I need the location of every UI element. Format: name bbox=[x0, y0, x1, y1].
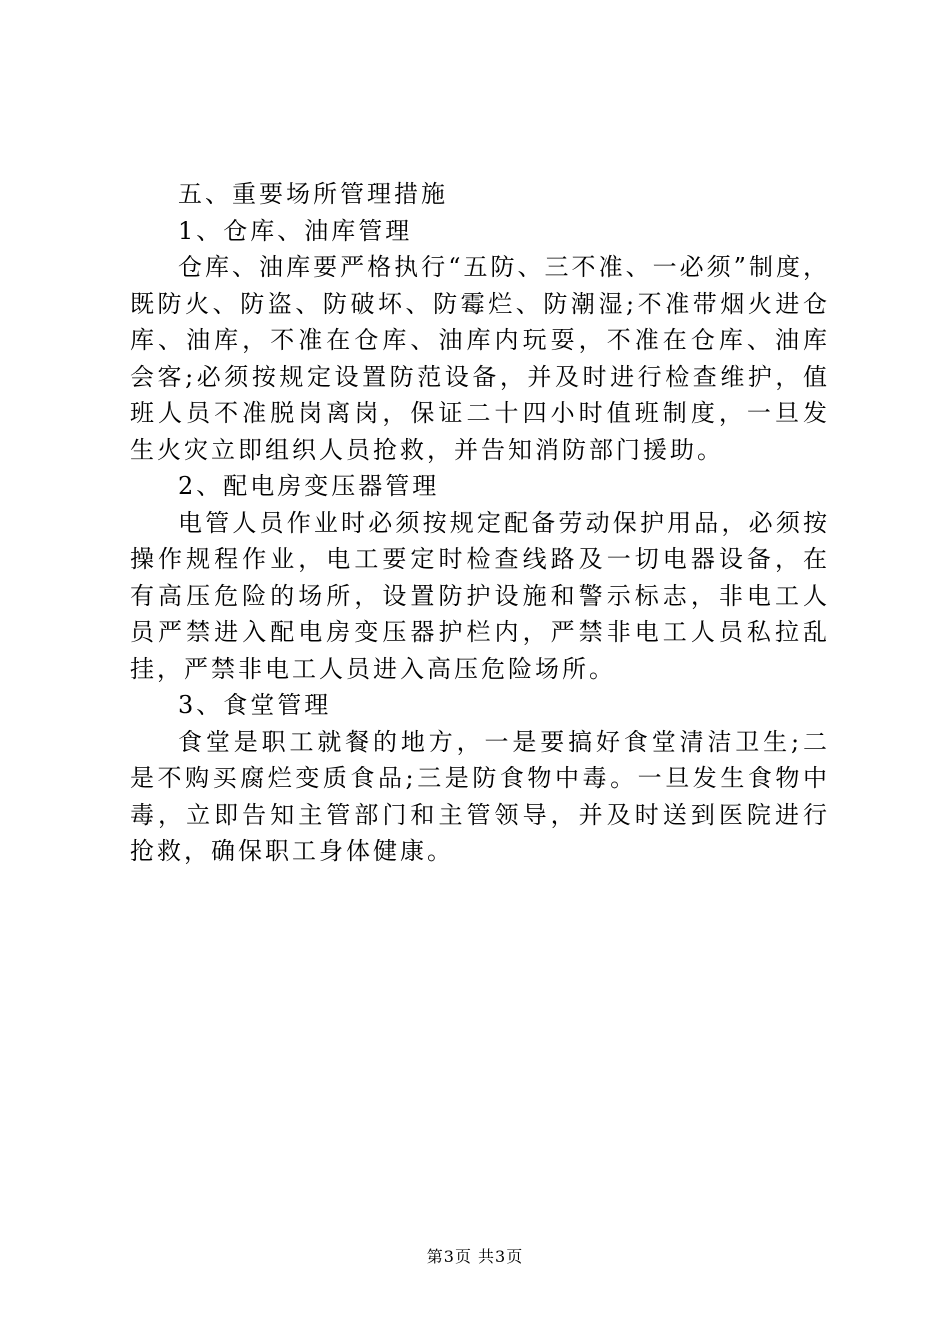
item-body-substation: 电管人员作业时必须按规定配备劳动保护用品，必须按操作规程作业，电工要定时检查线路及一切电器设备，在有高压危险的场所，设置防护设施和警示标志，非电工人员严禁进入配电房变压器护栏内，严禁非电工人员私拉乱挂，严禁非电工人员进入高压危险场所。 bbox=[130, 508, 830, 683]
page-number-footer: 第3页 共3页 bbox=[426, 1247, 524, 1266]
item-heading-substation: 2、配电房变压器管理 bbox=[178, 472, 440, 500]
item-body-warehouse: 仓库、油库要严格执行“五防、三不准、一必须”制度，既防火、防盗、防破坏、防霉烂、防潮湿;不准带烟火进仓库、油库，不准在仓库、油库内玩耍，不准在仓库、油库会客;必须按规定设置防范设备，并及时进行检查维护，值班人员不准脱岗离岗，保证二十四小时值班制度，一旦发生火灾立即组织人员抢救，并告知消防部门援助。 bbox=[130, 253, 830, 464]
section-heading: 五、重要场所管理措施 bbox=[178, 180, 448, 208]
item-body-canteen: 食堂是职工就餐的地方，一是要搞好食堂清洁卫生;二是不购买腐烂变质食品;三是防食物中毒。一旦发生食物中毒，立即告知主管部门和主管领导，并及时送到医院进行抢救，确保职工身体健康。 bbox=[130, 727, 830, 865]
document-body bbox=[130, 176, 830, 870]
item-heading-canteen: 3、食堂管理 bbox=[178, 691, 332, 719]
item-heading-warehouse: 1、仓库、油库管理 bbox=[178, 216, 413, 245]
